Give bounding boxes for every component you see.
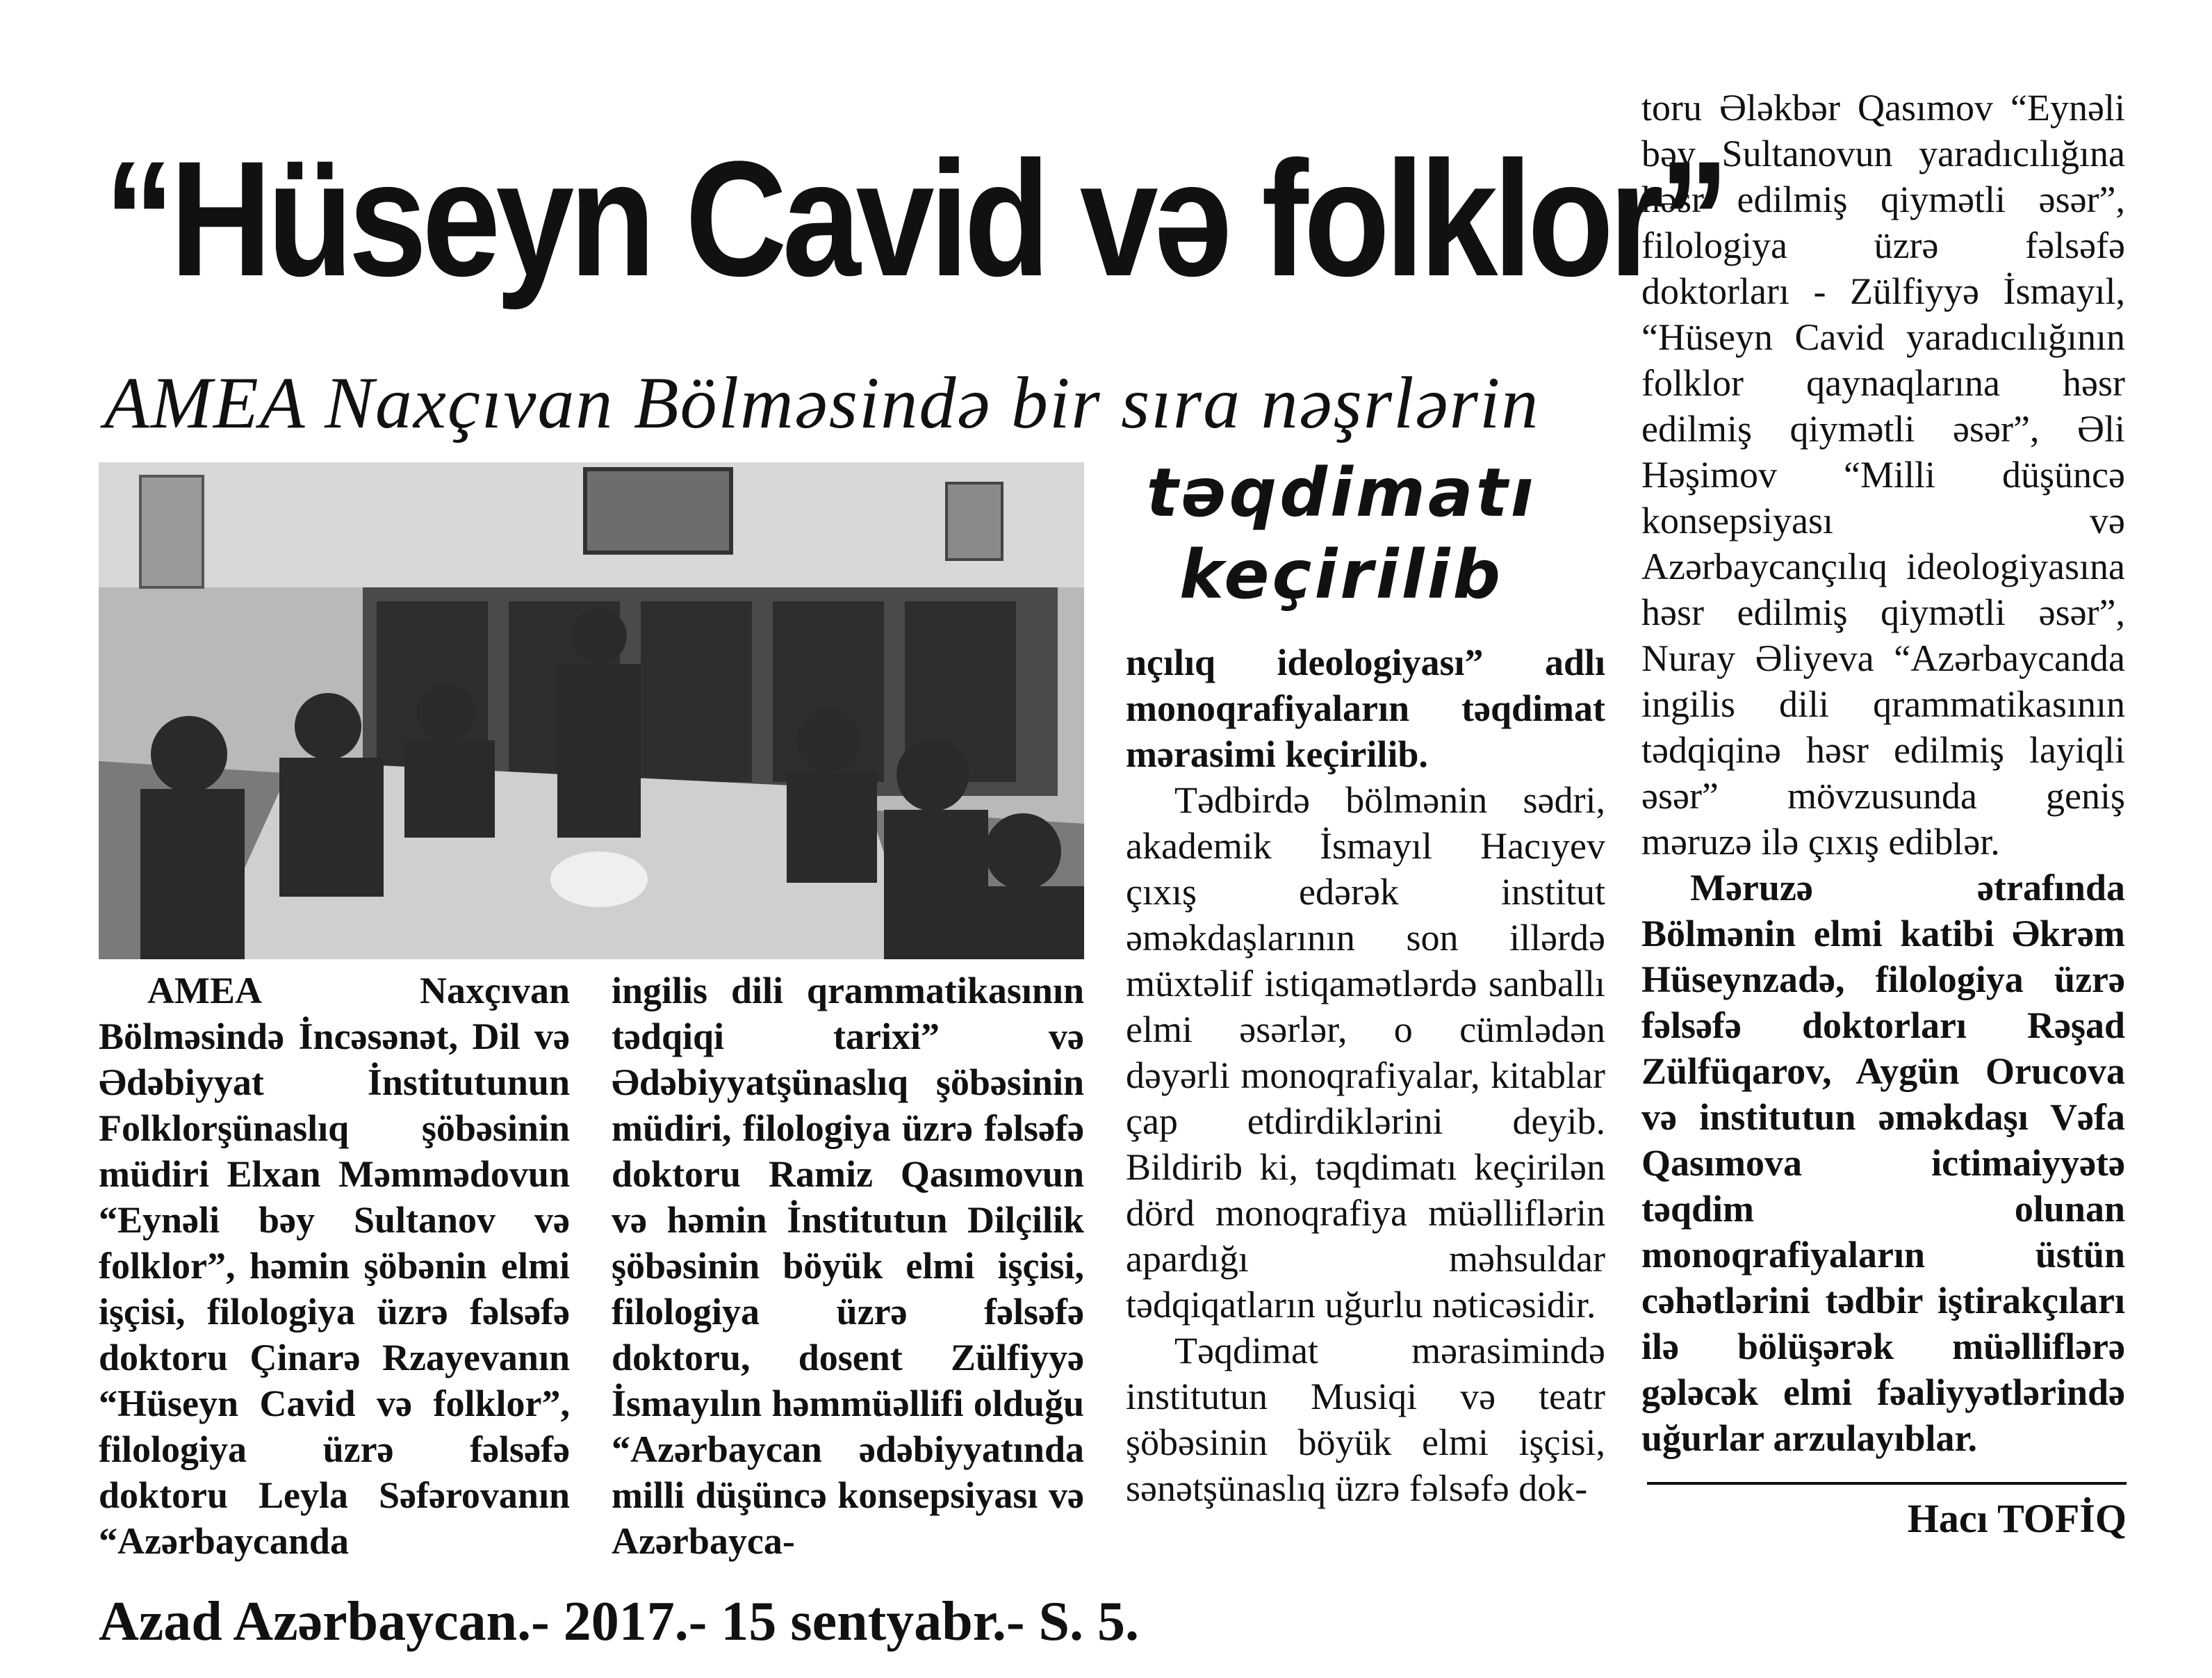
kicker-word-2: keçirilib [1179, 536, 1504, 614]
column-2-paragraph-1: ingilis dili qrammatikasının tədqiqi tarixi” və Ədəbiyyatşünaslıq şöbəsinin müdiri, filologiya üzrə fəlsəfə doktoru Ramiz Qasımovun və həmin İnstitutun Dilçilik şöbəsinin böyük elmi işçisi, filologiya üzrə fəlsəfə doktoru, dosent Zülfiyyə İsmayılın həmmüəllifi olduğu “Azərbaycan ədəbiyyatında milli düşüncə konsepsiyası və Azərbayca- [612, 970, 1084, 1562]
column-4-paragraph-2: Məruzə ətrafında Bölmənin elmi katibi Əkrəm Hüseynzadə, filologiya üzrə fəlsəfə doktorları Rəşad Zülfüqarov, Aygün Orucova və institutun əməkdaşı Vəfa Qasımova ictimaiyyətə təqdim olunan monoqrafiyaların üstün cəhətlərini tədbir iştirakçıları ilə bölüşərək müəlliflərə gələcək elmi fəaliyyətlərində uğurlar arzulayıblar. [1641, 867, 2125, 1459]
column-3-paragraph-3: Təqdimat mərasimində institutun Musiqi və teatr şöbəsinin böyük elmi işçisi, sənətşünaslıq üzrə fəlsəfə dok- [1126, 1330, 1605, 1509]
meeting-photo-illustration [99, 462, 1084, 959]
kicker-word-1: təqdimatı [1146, 454, 1537, 532]
column-3-paragraph-1: nçılıq ideologiyası” adlı monoqrafiyaların təqdimat mərasimi keçirilib. [1126, 642, 1605, 775]
signature-divider [1647, 1482, 2127, 1485]
kicker-line-1: AMEA Naxçıvan Bölməsində bir sıra nəşrlərin [104, 362, 1540, 443]
article-column-2 [612, 968, 1084, 1564]
kicker-line-2 [1098, 452, 1584, 616]
article-column-3 [1126, 640, 1605, 1511]
author-signature: Hacı TOFİQ [1907, 1496, 2127, 1541]
column-4-paragraph-1: toru Ələkbər Qasımov “Eynəli bəy Sultanovun yaradıcılığına həsr edilmiş qiymətli əsər”, filologiya üzrə fəlsəfə doktorları - Zülfiyyə İsmayıl, “Hüseyn Cavid yaradıcılığının folklor qaynaqlarına həsr edilmiş qiymətli əsər”, Əli Həşimov “Milli düşüncə konsepsiyası və Azərbaycançılıq ideologiyasına həsr edilmiş qiymətli əsər”, Nuray Əliyeva “Azərbaycanda ingilis dili qrammatikasının tədqiqinə həsr edilmiş layiqli əsər” mövzusunda geniş məruzə ilə çıxış ediblər. [1641, 87, 2125, 863]
headline: “Hüseyn Cavid və folklor” [104, 127, 1725, 311]
article-column-1 [99, 968, 570, 1564]
column-3-paragraph-2: Tədbirdə bölmənin sədri, akademik İsmayıl Hacıyev çıxış edərək institut əməkdaşlarının son illərdə müxtəlif istiqamətlərdə sanballı elmi əsərlər, o cümlədən dəyərli monoqrafiyalar, kitablar çap etdirdiklərini deyib. Bildirib ki, təqdimatı keçirilən dörd monoqrafiya müəlliflərin apardığı məhsuldar tədqiqatların uğurlu nəticəsidir. [1126, 779, 1605, 1326]
column-1-paragraph-1: AMEA Naxçıvan Bölməsində İncəsənət, Dil və Ədəbiyyat İnstitutunun Folklorşünaslıq şöbəsinin müdiri Elxan Məmmədovun “Eynəli bəy Sultanov və folklor”, həmin şöbənin elmi işçisi, filologiya üzrə fəlsəfə doktoru Çinarə Rzayevanın “Hüseyn Cavid və folklor”, filologiya üzrə fəlsəfə doktoru Leyla Səfərovanın “Azərbaycanda [99, 970, 570, 1562]
article-column-4 [1641, 85, 2125, 1461]
meeting-photo [99, 462, 1084, 959]
source-citation: Azad Azərbaycan.- 2017.- 15 sentyabr.- S. 5. [99, 1591, 1139, 1652]
